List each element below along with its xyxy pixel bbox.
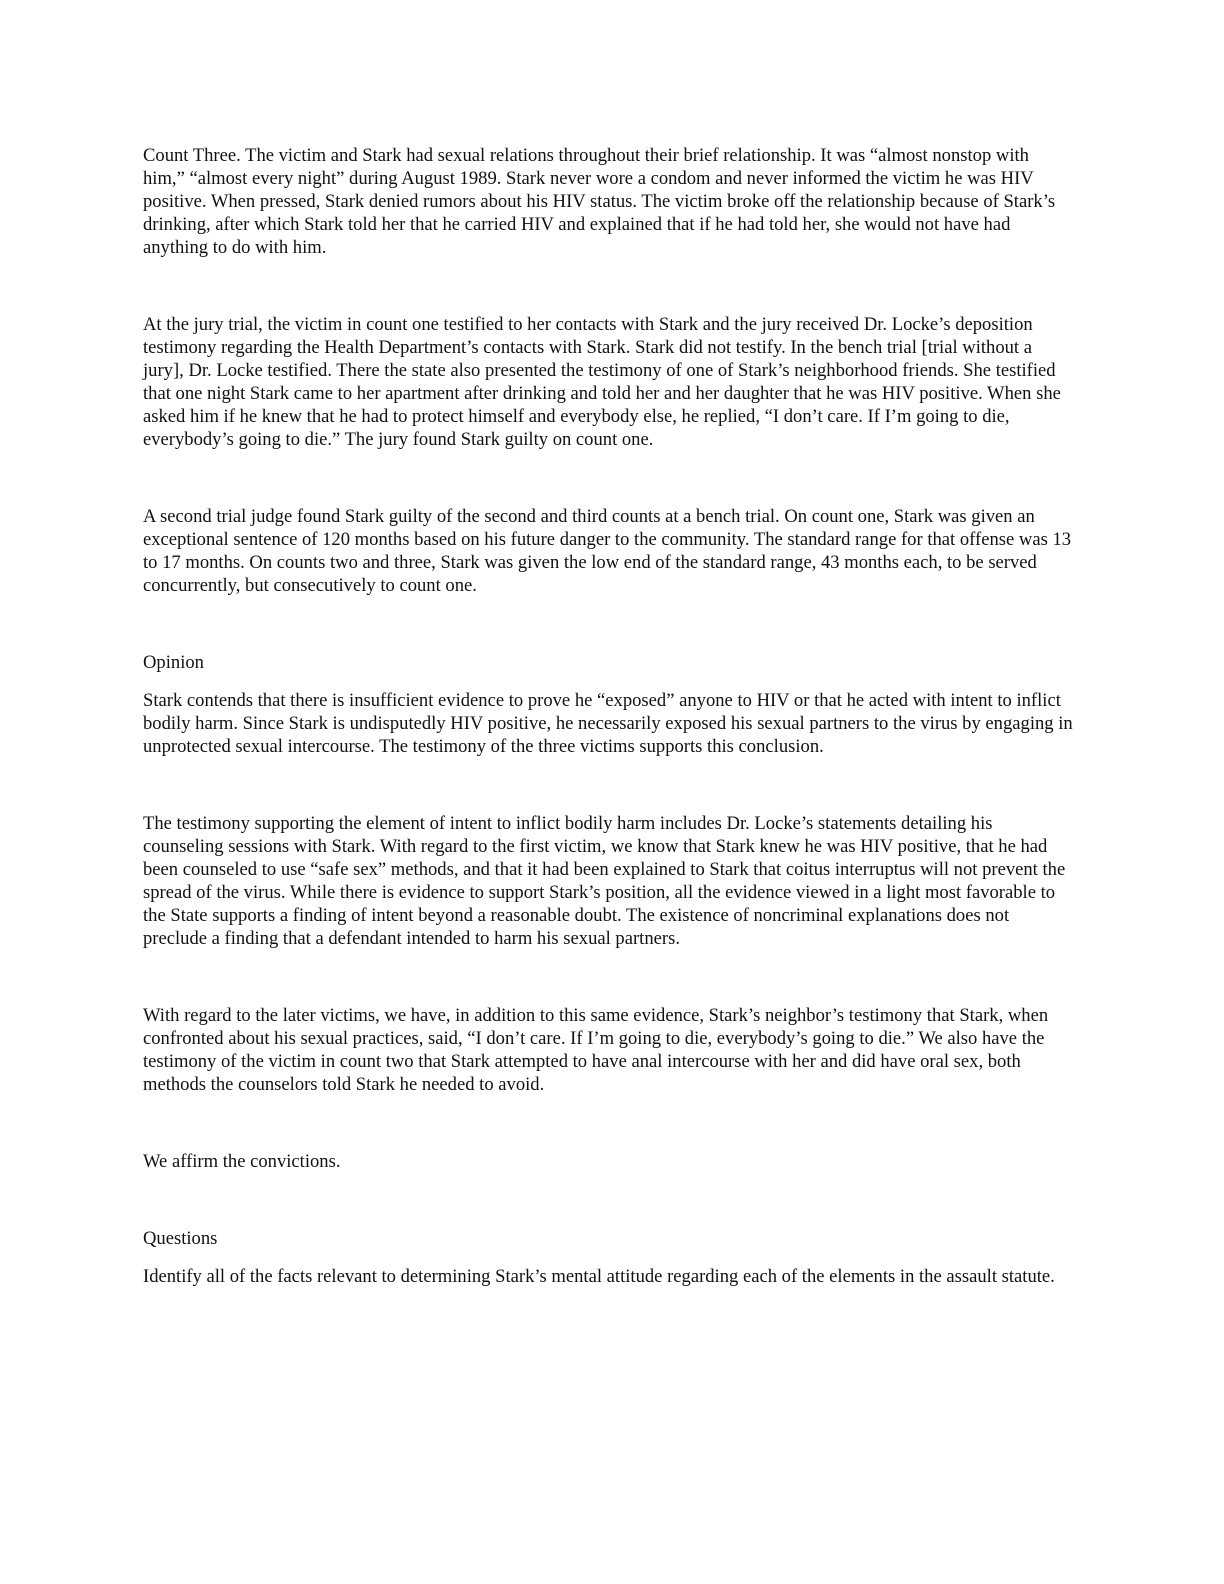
paragraph-jury-trial: At the jury trial, the victim in count one testified to her contacts with Stark and the jury received Dr. Locke’s deposition testimony regarding the Health Department’s contacts with Stark. Stark did not testify. In the bench trial [trial without a jury], Dr. Locke testified. There the state also presented the testimony of one of Stark’s neighborhood friends. She testified that one night Stark came to her apartment after drinking and told her and her daughter that he was HIV positive. When she asked him if he knew that he had to protect himself and everybody else, he replied, “I don’t care. If I’m going to die, everybody’s going to die.” The jury found Stark guilty on count one. [143,314,1061,450]
paragraph-affirm: We affirm the convictions. [143,1151,341,1172]
paragraph-question-one: Identify all of the facts relevant to determining Stark’s mental attitude regarding each of the elements in the assault statute. [143,1266,1055,1287]
paragraph-intent-testimony: The testimony supporting the element of intent to inflict bodily harm includes Dr. Locke’s statements detailing his counseling sessions with Stark. With regard to the first victim, we know that Stark knew he was HIV positive, that he had been counseled to use “safe sex” methods, and that it had been explained to Stark that coitus interruptus will not prevent the spread of the virus. While there is evidence to support Stark’s position, all the evidence viewed in a light most favorable to the State supports a finding of intent beyond a reasonable doubt. The existence of noncriminal explanations does not preclude a finding that a defendant intended to harm his sexual partners. [143,813,1066,949]
document-page [143,144,1073,1288]
paragraph-later-victims: With regard to the later victims, we have, in addition to this same evidence, Stark’s neighbor’s testimony that Stark, when confronted about his sexual practices, said, “I don’t care. If I’m going to die, everybody’s going to die.” We also have the testimony of the victim in count two that Stark attempted to have anal intercourse with her and did have oral sex, both methods the counselors told Stark he needed to avoid. [143,1005,1049,1095]
paragraph-count-three: Count Three. The victim and Stark had sexual relations throughout their brief relationship. It was “almost nonstop with him,” “almost every night” during August 1989. Stark never wore a condom and never informed the victim he was HIV positive. When pressed, Stark denied rumors about his HIV status. The victim broke off the relationship because of Stark’s drinking, after which Stark told her that he carried HIV and explained that if he had told her, she would not have had anything to do with him. [143,145,1056,258]
paragraph-second-trial: A second trial judge found Stark guilty of the second and third counts at a bench trial. On count one, Stark was given an exceptional sentence of 120 months based on his future danger to the community. The standard range for that offense was 13 to 17 months. On counts two and three, Stark was given the low end of the standard range, 43 months each, to be served concurrently, but consecutively to count one. [143,506,1072,596]
heading-questions: Questions [143,1228,218,1249]
paragraph-stark-contends: Stark contends that there is insufficient evidence to prove he “exposed” anyone to HIV or that he acted with intent to inflict bodily harm. Since Stark is undisputedly HIV positive, he necessarily exposed his sexual partners to the virus by engaging in unprotected sexual intercourse. The testimony of the three victims supports this conclusion. [143,690,1073,757]
heading-opinion: Opinion [143,652,204,673]
